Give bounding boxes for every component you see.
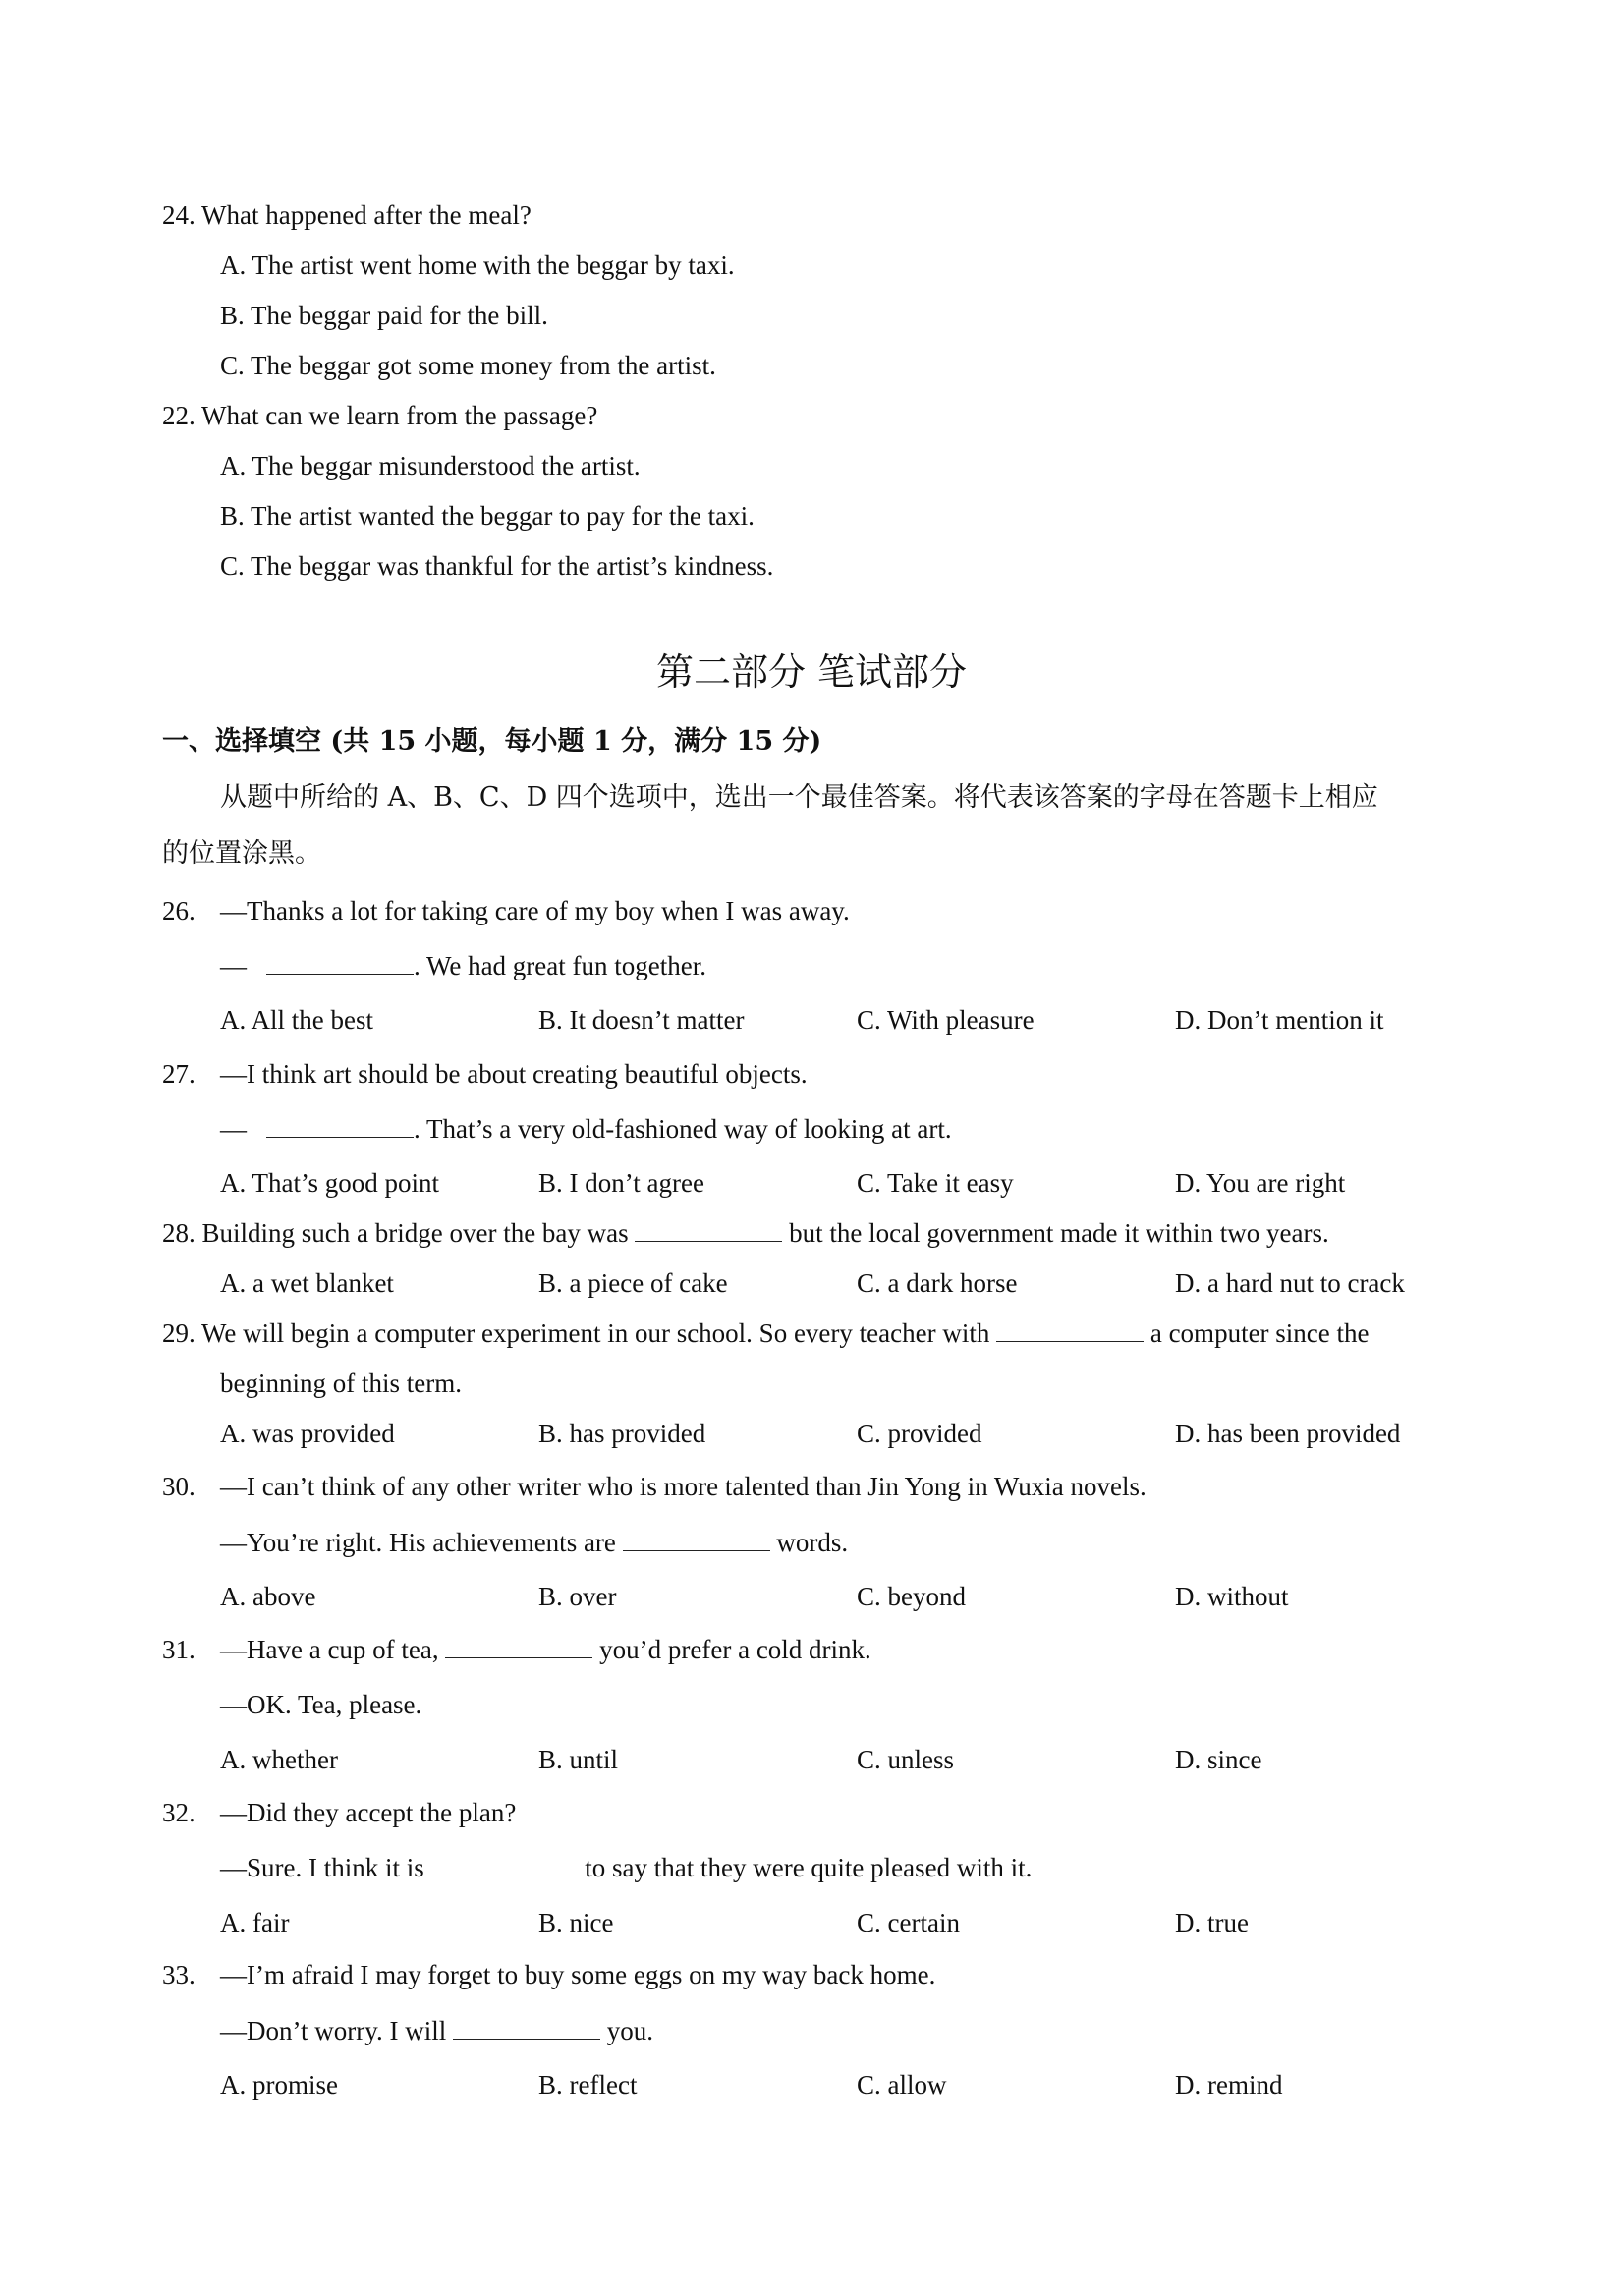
question-31-option-c: C. unless bbox=[857, 1745, 955, 1774]
question-30-option-c: C. beyond bbox=[857, 1582, 966, 1611]
question-26-option-a: A. All the best bbox=[220, 1005, 373, 1035]
answer-blank bbox=[266, 1115, 414, 1138]
question-30-option-d: D. without bbox=[1175, 1582, 1289, 1611]
question-28-option-c: C. a dark horse bbox=[857, 1268, 1018, 1298]
question-32-option-d: D. true bbox=[1175, 1908, 1249, 1937]
question-22-stem: 22. What can we learn from the passage? bbox=[162, 401, 598, 430]
answer-blank bbox=[623, 1529, 770, 1551]
question-31-number: 31. bbox=[162, 1635, 196, 1664]
question-26-line-1: —Thanks a lot for taking care of my boy when I was away. bbox=[220, 896, 850, 925]
question-28-option-b: B. a piece of cake bbox=[538, 1268, 728, 1298]
question-31-line-2: —OK. Tea, please. bbox=[220, 1690, 422, 1719]
question-33-option-c: C. allow bbox=[857, 2070, 947, 2100]
question-28-option-d: D. a hard nut to crack bbox=[1175, 1268, 1405, 1298]
question-29-option-a: A. was provided bbox=[220, 1419, 395, 1448]
question-29-option-c: C. provided bbox=[857, 1419, 982, 1448]
question-27-line-1: —I think art should be about creating beautiful objects. bbox=[220, 1059, 808, 1089]
question-27-option-b: B. I don’t agree bbox=[538, 1168, 704, 1198]
question-24-option-c: C. The beggar got some money from the artist. bbox=[220, 351, 716, 380]
question-26-option-b: B. It doesn’t matter bbox=[538, 1005, 745, 1035]
question-32-line-1: —Did they accept the plan? bbox=[220, 1798, 517, 1827]
question-33-number: 33. bbox=[162, 1960, 196, 1989]
answer-blank bbox=[996, 1319, 1144, 1342]
answer-blank bbox=[431, 1854, 579, 1876]
question-26-option-c: C. With pleasure bbox=[857, 1005, 1035, 1035]
answer-blank bbox=[453, 2017, 600, 2040]
question-24-stem: 24. What happened after the meal? bbox=[162, 200, 532, 230]
question-31-option-b: B. until bbox=[538, 1745, 619, 1774]
question-32-option-a: A. fair bbox=[220, 1908, 290, 1937]
question-22-option-b: B. The artist wanted the beggar to pay for the taxi. bbox=[220, 501, 755, 531]
question-29-line-1: 29. We will begin a computer experiment in our school. So every teacher with a computer since the bbox=[162, 1318, 1370, 1348]
question-26-line-2: — . We had great fun together. bbox=[220, 951, 706, 980]
section-title: 第二部分 笔试部分 bbox=[655, 650, 968, 694]
question-33-line-2: —Don’t worry. I will you. bbox=[220, 2016, 653, 2045]
question-27-option-d: D. You are right bbox=[1175, 1168, 1346, 1198]
part-heading: 一、选择填空 (共 15 小题，每小题 1 分，满分 15 分) bbox=[162, 726, 822, 756]
question-26-option-d: D. Don’t mention it bbox=[1175, 1005, 1384, 1035]
question-29-line-2: beginning of this term. bbox=[220, 1369, 462, 1398]
question-33-line-1: —I’m afraid I may forget to buy some eggs on my way back home. bbox=[220, 1960, 936, 1989]
question-24-option-b: B. The beggar paid for the bill. bbox=[220, 301, 548, 330]
instruction-line-1: 从题中所给的 A、B、C、D 四个选项中，选出一个最佳答案。将代表该答案的字母在答题卡上相应 bbox=[220, 782, 1378, 812]
question-29-option-d: D. has been provided bbox=[1175, 1419, 1401, 1448]
question-30-line-1: —I can’t think of any other writer who is more talented than Jin Yong in Wuxia novels. bbox=[220, 1472, 1147, 1501]
question-32-option-c: C. certain bbox=[857, 1908, 960, 1937]
question-32-number: 32. bbox=[162, 1798, 196, 1827]
question-28-option-a: A. a wet blanket bbox=[220, 1268, 394, 1298]
question-22-option-a: A. The beggar misunderstood the artist. bbox=[220, 451, 641, 480]
question-27-option-a: A. That’s good point bbox=[220, 1168, 440, 1198]
question-27-line-2: — . That’s a very old-fashioned way of looking at art. bbox=[220, 1114, 952, 1144]
question-24-option-a: A. The artist went home with the beggar by taxi. bbox=[220, 251, 735, 280]
question-30-line-2: —You’re right. His achievements are words. bbox=[220, 1528, 849, 1557]
question-32-option-b: B. nice bbox=[538, 1908, 614, 1937]
question-28-line-1: 28. Building such a bridge over the bay was but the local government made it within two years. bbox=[162, 1218, 1329, 1248]
question-29-option-b: B. has provided bbox=[538, 1419, 706, 1448]
question-33-option-d: D. remind bbox=[1175, 2070, 1283, 2100]
question-30-number: 30. bbox=[162, 1472, 196, 1501]
question-31-option-d: D. since bbox=[1175, 1745, 1262, 1774]
question-26-number: 26. bbox=[162, 896, 196, 925]
answer-blank bbox=[635, 1219, 782, 1242]
question-31-option-a: A. whether bbox=[220, 1745, 338, 1774]
answer-blank bbox=[445, 1636, 592, 1658]
answer-blank bbox=[266, 952, 414, 975]
question-30-option-b: B. over bbox=[538, 1582, 617, 1611]
question-32-line-2: —Sure. I think it is to say that they were quite pleased with it. bbox=[220, 1853, 1033, 1882]
question-31-line-1: —Have a cup of tea, you’d prefer a cold drink. bbox=[220, 1635, 871, 1664]
instruction-line-2: 的位置涂黑。 bbox=[162, 838, 321, 868]
question-33-option-b: B. reflect bbox=[538, 2070, 638, 2100]
question-27-number: 27. bbox=[162, 1059, 196, 1089]
question-22-option-c: C. The beggar was thankful for the artist’s kindness. bbox=[220, 551, 774, 581]
question-27-option-c: C. Take it easy bbox=[857, 1168, 1014, 1198]
question-30-option-a: A. above bbox=[220, 1582, 316, 1611]
question-33-option-a: A. promise bbox=[220, 2070, 338, 2100]
